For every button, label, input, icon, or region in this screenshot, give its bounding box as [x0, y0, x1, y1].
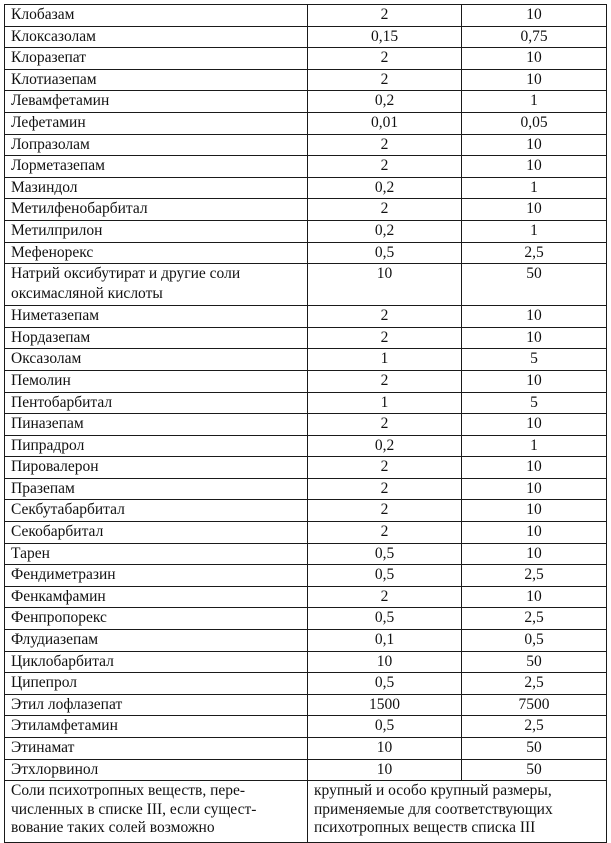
salts-note-cell: Соли психотропных веществ, пере- численных в списке III, если сущест- вование таких солей возможно [5, 781, 308, 843]
table-row [5, 651, 607, 673]
table-row [5, 586, 607, 608]
substance-name-cell: Клотиазепам [5, 69, 308, 91]
table-row [5, 327, 607, 349]
table-row [5, 543, 607, 565]
substance-name-cell: Фенкамфамин [5, 586, 308, 608]
significant-amount-cell: 2 [308, 500, 462, 522]
substance-name-cell: Фенпропорекс [5, 608, 308, 630]
substance-name-cell: Тарен [5, 543, 308, 565]
table-row [5, 220, 607, 242]
large-amount-cell: 50 [462, 759, 607, 781]
large-amount-cell: 50 [462, 264, 607, 306]
substance-name-cell: Метилфенобарбитал [5, 199, 308, 221]
table-row [5, 630, 607, 652]
significant-amount-cell: 0,2 [308, 220, 462, 242]
table-row [5, 48, 607, 70]
significant-amount-cell: 0,2 [308, 177, 462, 199]
large-amount-cell: 10 [462, 199, 607, 221]
substance-name-cell: Лопразолам [5, 134, 308, 156]
significant-amount-cell: 1500 [308, 694, 462, 716]
table-row [5, 478, 607, 500]
table-row [5, 199, 607, 221]
large-amount-cell: 2,5 [462, 608, 607, 630]
table-row [5, 5, 607, 27]
significant-amount-cell: 0,5 [308, 608, 462, 630]
substance-name-cell: Празепам [5, 478, 308, 500]
table-row [5, 306, 607, 328]
large-amount-cell: 10 [462, 543, 607, 565]
significant-amount-cell: 2 [308, 306, 462, 328]
large-amount-cell: 2,5 [462, 716, 607, 738]
large-amount-cell: 10 [462, 370, 607, 392]
table-body [5, 5, 607, 843]
significant-amount-cell: 0,5 [308, 673, 462, 695]
large-amount-cell: 10 [462, 327, 607, 349]
table-row [5, 738, 607, 760]
significant-amount-cell: 10 [308, 264, 462, 306]
substance-name-cell: Левамфетамин [5, 91, 308, 113]
table-row [5, 370, 607, 392]
substance-name-cell: Секобарбитал [5, 522, 308, 544]
substance-name-cell: Мазиндол [5, 177, 308, 199]
large-amount-cell: 10 [462, 500, 607, 522]
significant-amount-cell: 10 [308, 651, 462, 673]
significant-amount-cell: 0,1 [308, 630, 462, 652]
large-amount-cell: 2,5 [462, 565, 607, 587]
significant-amount-cell: 2 [308, 457, 462, 479]
large-amount-cell: 0,75 [462, 26, 607, 48]
large-amount-cell: 10 [462, 306, 607, 328]
substance-name-cell: Лорметазепам [5, 156, 308, 178]
large-amount-cell: 10 [462, 457, 607, 479]
table-row [5, 608, 607, 630]
footer-row [5, 781, 607, 843]
table-row [5, 522, 607, 544]
significant-amount-cell: 1 [308, 392, 462, 414]
significant-amount-cell: 2 [308, 522, 462, 544]
table-row [5, 349, 607, 371]
large-amount-cell: 10 [462, 69, 607, 91]
large-amount-cell: 10 [462, 134, 607, 156]
substance-name-cell: Пиназепам [5, 414, 308, 436]
table-row [5, 435, 607, 457]
significant-amount-cell: 2 [308, 5, 462, 27]
substance-name-cell: Циклобарбитал [5, 651, 308, 673]
significant-amount-cell: 0,5 [308, 565, 462, 587]
significant-amount-cell: 2 [308, 414, 462, 436]
significant-amount-cell: 2 [308, 586, 462, 608]
large-amount-cell: 1 [462, 220, 607, 242]
table-row [5, 69, 607, 91]
substance-name-cell: Метилприлон [5, 220, 308, 242]
large-amount-cell: 2,5 [462, 242, 607, 264]
substance-name-cell: Нордазепам [5, 327, 308, 349]
substance-name-cell: Клоразепат [5, 48, 308, 70]
significant-amount-cell: 10 [308, 759, 462, 781]
significant-amount-cell: 2 [308, 134, 462, 156]
substance-name-cell: Этиламфетамин [5, 716, 308, 738]
substance-name-cell: Секбутабарбитал [5, 500, 308, 522]
significant-amount-cell: 2 [308, 327, 462, 349]
significant-amount-cell: 2 [308, 370, 462, 392]
table-row [5, 264, 607, 306]
significant-amount-cell: 0,15 [308, 26, 462, 48]
large-amount-cell: 10 [462, 156, 607, 178]
table-row [5, 91, 607, 113]
table-row [5, 414, 607, 436]
substance-name-cell: Клобазам [5, 5, 308, 27]
significant-amount-cell: 2 [308, 478, 462, 500]
substance-name-cell: Флудиазепам [5, 630, 308, 652]
table-row [5, 673, 607, 695]
large-amount-cell: 5 [462, 392, 607, 414]
table-row [5, 565, 607, 587]
table-row [5, 759, 607, 781]
table-row [5, 112, 607, 134]
large-amount-cell: 0,05 [462, 112, 607, 134]
substance-name-cell: Пипрадрол [5, 435, 308, 457]
substance-name-cell: Пировалерон [5, 457, 308, 479]
substance-name-cell: Ниметазепам [5, 306, 308, 328]
significant-amount-cell: 0,5 [308, 716, 462, 738]
substance-name-cell: Оксазолам [5, 349, 308, 371]
large-amount-cell: 7500 [462, 694, 607, 716]
large-amount-cell: 50 [462, 738, 607, 760]
large-amount-cell: 0,5 [462, 630, 607, 652]
table-row [5, 392, 607, 414]
large-amount-cell: 1 [462, 435, 607, 457]
significant-amount-cell: 2 [308, 199, 462, 221]
significant-amount-cell: 0,01 [308, 112, 462, 134]
significant-amount-cell: 0,2 [308, 435, 462, 457]
significant-amount-cell: 2 [308, 48, 462, 70]
substances-table [4, 4, 607, 843]
large-amount-cell: 10 [462, 5, 607, 27]
large-amount-cell: 50 [462, 651, 607, 673]
significant-amount-cell: 0,5 [308, 242, 462, 264]
large-amount-cell: 1 [462, 177, 607, 199]
table-row [5, 457, 607, 479]
substance-name-cell: Натрий оксибутират и другие соли оксимасляной кислоты [5, 264, 308, 306]
substance-name-cell: Ципепрол [5, 673, 308, 695]
substance-name-cell: Пентобарбитал [5, 392, 308, 414]
large-amount-cell: 10 [462, 48, 607, 70]
significant-amount-cell: 2 [308, 69, 462, 91]
substance-name-cell: Этхлорвинол [5, 759, 308, 781]
significant-amount-cell: 0,5 [308, 543, 462, 565]
substance-name-cell: Этил лофлазепат [5, 694, 308, 716]
large-amount-cell: 10 [462, 586, 607, 608]
large-amount-cell: 5 [462, 349, 607, 371]
large-amount-cell: 2,5 [462, 673, 607, 695]
table-row [5, 134, 607, 156]
table-row [5, 716, 607, 738]
substance-name-cell: Клоксазолам [5, 26, 308, 48]
table-row [5, 500, 607, 522]
substance-name-cell: Лефетамин [5, 112, 308, 134]
significant-amount-cell: 2 [308, 156, 462, 178]
significant-amount-cell: 0,2 [308, 91, 462, 113]
large-amount-cell: 10 [462, 414, 607, 436]
salts-amount-note-cell: крупный и особо крупный размеры, применяемые для соответствующих психотропных веществ списка III [308, 781, 607, 843]
substance-name-cell: Пемолин [5, 370, 308, 392]
table-row [5, 242, 607, 264]
large-amount-cell: 1 [462, 91, 607, 113]
table-row [5, 156, 607, 178]
substance-name-cell: Мефенорекс [5, 242, 308, 264]
table-row [5, 694, 607, 716]
substance-name-cell: Фендиметразин [5, 565, 308, 587]
table-row [5, 177, 607, 199]
table-row [5, 26, 607, 48]
large-amount-cell: 10 [462, 522, 607, 544]
large-amount-cell: 10 [462, 478, 607, 500]
substance-name-cell: Этинамат [5, 738, 308, 760]
significant-amount-cell: 1 [308, 349, 462, 371]
significant-amount-cell: 10 [308, 738, 462, 760]
